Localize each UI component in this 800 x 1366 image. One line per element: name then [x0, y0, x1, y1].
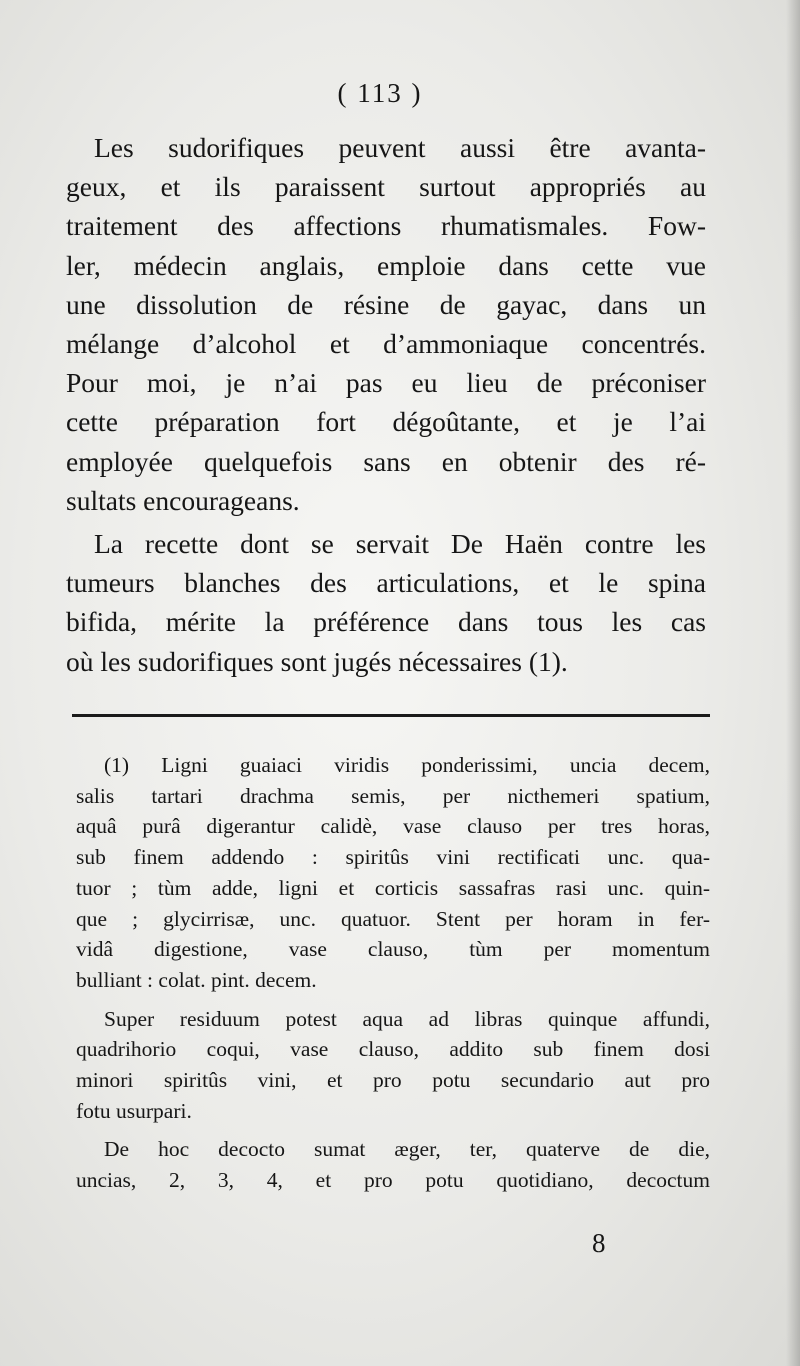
- footnote-line: De hoc decocto sumat æger, ter, quaterve de die,: [104, 1137, 710, 1162]
- main-text: [66, 128, 706, 685]
- footnote-line: (1) Ligni guaiaci viridis ponderissimi, uncia decem,: [104, 753, 710, 777]
- footnote-line: Super residuum potest aqua ad libras quinque affundi,: [104, 1006, 710, 1031]
- text-line: tumeurs blanches des articulations, et le spina: [66, 567, 706, 599]
- footnote-line: aquâ purâ digerantur calidè, vase clauso per tres horas,: [76, 814, 710, 839]
- text-line: une dissolution de résine de gayac, dans un: [66, 288, 706, 320]
- footnote-paragraph-recipe: [76, 750, 710, 996]
- paragraph-recette: [66, 524, 706, 681]
- footnote-line: minori spiritûs vini, et pro potu secundario aut pro: [76, 1068, 710, 1093]
- footnote: [76, 750, 710, 1204]
- text-line: bifida, mérite la préférence dans tous les cas: [66, 606, 706, 638]
- footnote-line: vidâ digestione, vase clauso, tùm per momentum: [76, 937, 710, 962]
- footnote-paragraph-dosage: [76, 1134, 710, 1195]
- paragraph-sudorifiques: [66, 128, 706, 520]
- text-line: Pour moi, je n’ai pas eu lieu de préconiser: [66, 367, 706, 399]
- footnote-paragraph-residuum: [76, 1004, 710, 1127]
- text-line: mélange d’alcohol et d’ammoniaque concentrés.: [66, 328, 706, 360]
- footnote-line: sub finem addendo : spiritûs vini rectificati unc. qua-: [76, 845, 710, 870]
- page-edge-shadow: [786, 0, 800, 1366]
- text-line: sultats encourageans.: [66, 484, 300, 516]
- text-line: cette préparation fort dégoûtante, et je l’ai: [66, 406, 706, 438]
- text-line: employée quelquefois sans en obtenir des ré-: [66, 445, 706, 477]
- text-line: où les sudorifiques sont jugés nécessaires (1).: [66, 645, 568, 677]
- footnote-line: que ; glycirrisæ, unc. quatuor. Stent per horam in fer-: [76, 906, 710, 931]
- footnote-line: quadrihorio coqui, vase clauso, addito sub finem dosi: [76, 1037, 710, 1062]
- page-number: ( 113 ): [337, 78, 423, 108]
- signature-mark: 8: [592, 1228, 606, 1258]
- footnote-line: bulliant : colat. pint. decem.: [76, 967, 317, 992]
- footnote-line: tuor ; tùm adde, ligni et corticis sassafras rasi unc. quin-: [76, 875, 710, 900]
- footnote-rule: [72, 714, 710, 717]
- footnote-line: fotu usurpari.: [76, 1098, 192, 1123]
- text-line: traitement des affections rhumatismales. Fow-: [66, 210, 706, 242]
- text-line: La recette dont se servait De Haën contre les: [94, 528, 706, 560]
- footnote-line: salis tartari drachma semis, per nicthemeri spatium,: [76, 783, 710, 808]
- text-line: ler, médecin anglais, emploie dans cette vue: [66, 249, 706, 281]
- footnote-line: uncias, 2, 3, 4, et pro potu quotidiano, decoctum: [76, 1168, 710, 1193]
- text-line: geux, et ils paraissent surtout appropriés au: [66, 171, 706, 203]
- text-line: Les sudorifiques peuvent aussi être avanta-: [94, 132, 706, 163]
